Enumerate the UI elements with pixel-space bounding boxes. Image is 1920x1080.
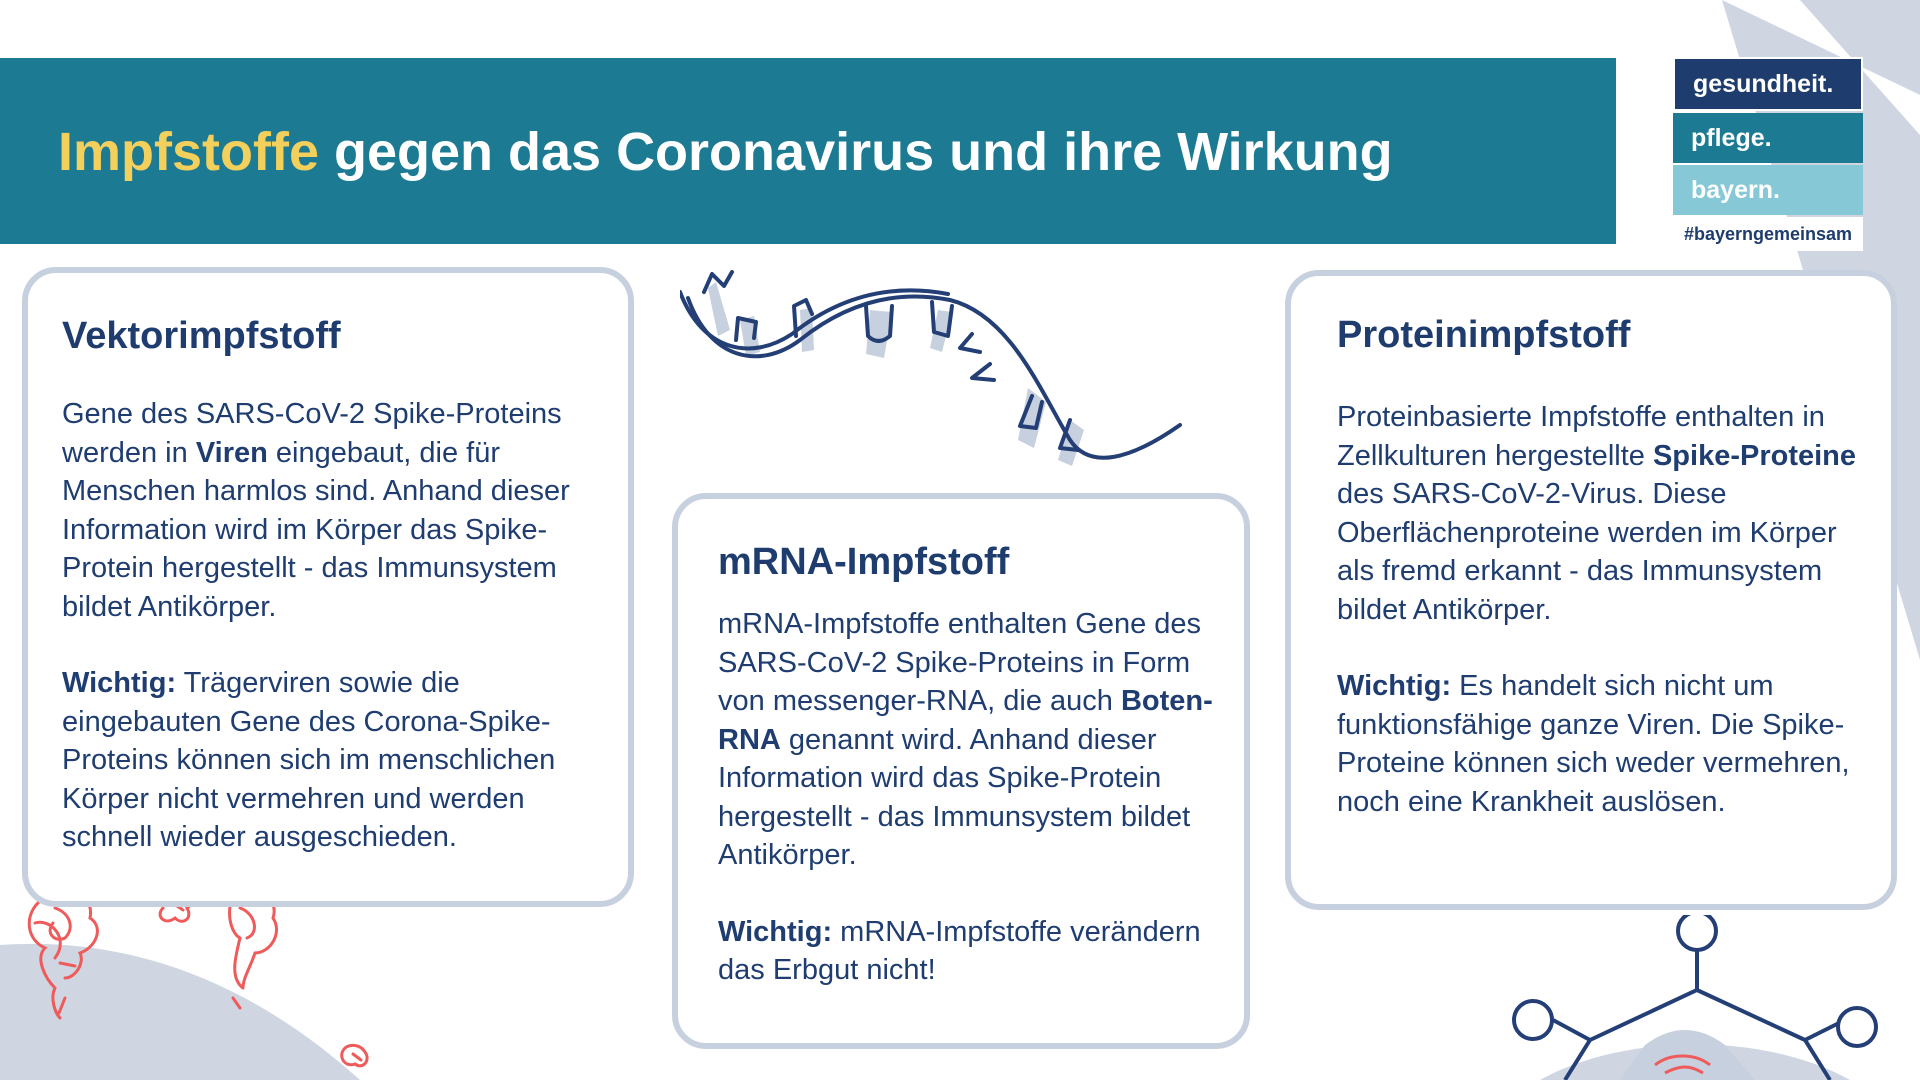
title-highlight: Impfstoffe (58, 122, 319, 182)
card-note (62, 664, 608, 857)
card-vektorimpfstoff (22, 267, 634, 907)
note-label: Wichtig: (62, 667, 177, 699)
mrna-strand-icon (680, 270, 1190, 480)
body-text: Gene des SARS-CoV-2 Spike-Proteins werden in (62, 398, 562, 469)
card-proteinimpfstoff (1285, 270, 1897, 910)
body-text: mRNA-Impfstoffe enthalten Gene des SARS-CoV-2 Spike-Proteins in Form von messenger-RNA, die auch (718, 608, 1202, 717)
note-text: Trägerviren sowie die eingebauten Gene des Corona-Spike-Proteins können sich im menschlichen Körper nicht vermehren und werden schnell wieder ausgeschieden. (62, 667, 556, 853)
virus-cluster-icon (15, 878, 375, 1080)
body-bold: Boten-RNA (718, 685, 1213, 756)
logo-line-3: bayern. (1673, 165, 1863, 215)
title-rest: gegen das Coronavirus und ihre Wirkung (318, 122, 1393, 182)
card-body (62, 395, 608, 626)
body-text: genannt wird. Anhand dieser Information wird das Spike-Protein hergestellt - das Immunsystem bildet Antikörper. (718, 723, 1191, 871)
body-text: des SARS-CoV-2-Virus. Diese Oberflächenproteine werden im Körper als fremd erkannt - das Immunsystem bildet Antikörper. (1337, 478, 1837, 626)
card-note (718, 913, 1224, 990)
body-text: Proteinbasierte Impfstoffe enthalten in Zellkulturen hergestellte (1337, 401, 1825, 472)
brand-logo (1673, 57, 1863, 251)
logo-line-2: pflege. (1673, 113, 1863, 163)
note-text: Es handelt sich nicht um funktionsfähige ganze Viren. Die Spike-Proteine können sich weder vermehren, noch eine Krankheit auslösen. (1337, 670, 1850, 818)
card-heading: Proteinimpfstoff (1337, 314, 1631, 356)
card-note (1337, 667, 1871, 821)
page-title (58, 120, 1393, 184)
logo-line-1: gesundheit. (1673, 57, 1863, 111)
body-bold: Viren (195, 436, 268, 469)
card-heading: Vektorimpfstoff (62, 315, 341, 357)
note-text: mRNA-Impfstoffe verändern das Erbgut nicht! (718, 915, 1201, 986)
note-label: Wichtig: (1337, 670, 1452, 702)
body-text: eingebaut, die für Menschen harmlos sind. Anhand dieser Information wird im Körper das Spike-Protein hergestellt - das Immunsystem bildet Antikörper. (62, 436, 570, 623)
card-body (718, 605, 1224, 875)
card-body (1337, 398, 1871, 629)
note-label: Wichtig: (718, 915, 833, 948)
body-bold: Spike-Proteine (1652, 439, 1857, 472)
card-mrna-impfstoff (672, 493, 1250, 1049)
card-heading: mRNA-Impfstoff (718, 541, 1010, 583)
logo-hashtag: #bayerngemeinsam (1673, 217, 1863, 251)
molecule-hexagon-icon (1505, 915, 1885, 1080)
